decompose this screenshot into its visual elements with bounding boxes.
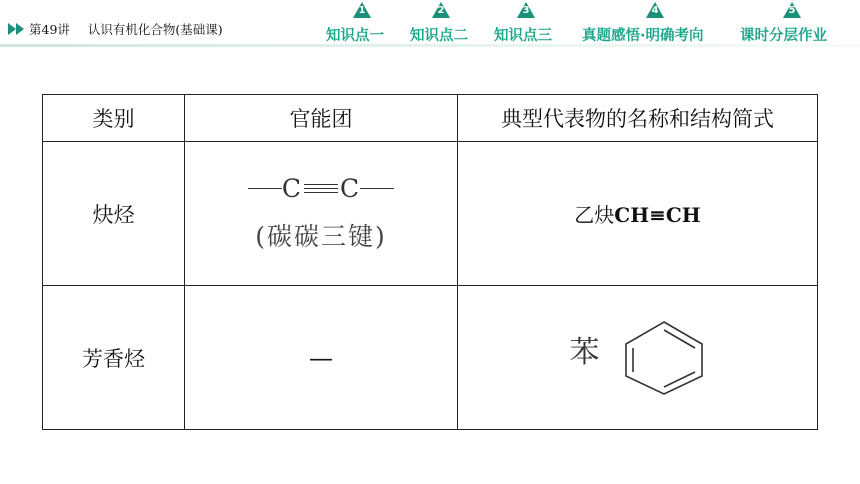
header-functional-group: 官能团 [185, 95, 458, 142]
functional-group-name: (碳碳三键) [255, 222, 387, 251]
nav-label: 知识点三 [494, 28, 552, 44]
nav-label: 知识点二 [410, 28, 468, 44]
representative-name: 苯 [569, 334, 600, 370]
hydrocarbon-table [42, 94, 818, 430]
header-category: 类别 [43, 95, 185, 142]
representative-name: 乙炔 [574, 203, 615, 227]
nav-badge-icon: 5 [783, 2, 801, 18]
bond-line [248, 188, 282, 190]
carbon-atom: C [281, 174, 302, 203]
lesson-number: 第49讲 [29, 22, 70, 37]
header [0, 0, 860, 50]
functional-group-cell: — [185, 286, 458, 430]
representative-cell [458, 142, 818, 286]
triple-bond-formula [185, 174, 457, 203]
representative-formula: CH≡CH [614, 203, 701, 227]
nav-item-4[interactable] [582, 0, 728, 46]
lesson-title: 认识有机化合物(基础课) [87, 22, 223, 37]
bond-line [360, 188, 394, 190]
triple-bond [304, 184, 338, 194]
table-header-row [43, 95, 818, 142]
representative-cell [458, 286, 818, 430]
category-cell: 芳香烃 [43, 286, 185, 430]
nav-badge-icon: 4 [646, 2, 664, 18]
section-nav [0, 0, 860, 46]
nav-label: 课时分层作业 [740, 28, 827, 44]
nav-item-2[interactable] [410, 0, 482, 46]
table-row [43, 142, 818, 286]
nav-label: 真题感悟·明确考向 [582, 28, 704, 44]
functional-group-cell [185, 142, 458, 286]
nav-item-1[interactable] [326, 0, 398, 46]
header-representative: 典型代表物的名称和结构简式 [458, 95, 818, 142]
nav-badge-icon: 1 [353, 2, 371, 18]
category-cell: 炔烃 [43, 142, 185, 286]
table-row [43, 286, 818, 430]
nav-label: 知识点一 [326, 28, 384, 44]
nav-badge-icon: 3 [517, 2, 535, 18]
nav-item-3[interactable] [494, 0, 566, 46]
nav-item-5[interactable] [740, 0, 844, 46]
carbon-atom: C [340, 174, 361, 203]
benzene-ring-icon [622, 320, 706, 396]
benzene-structure [458, 320, 817, 396]
header-divider [0, 44, 860, 47]
nav-badge-icon: 2 [432, 2, 450, 18]
